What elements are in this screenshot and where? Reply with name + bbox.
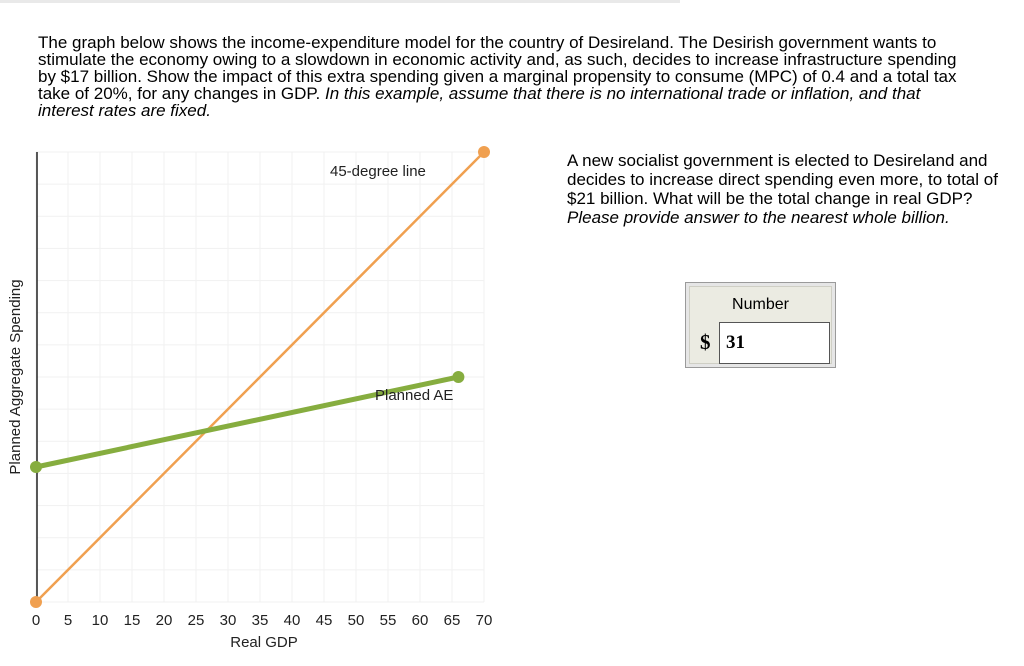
currency-symbol: $ (700, 330, 711, 354)
x-tick-label: 5 (63, 612, 73, 629)
answer-label: Number (732, 296, 789, 313)
series-label-45-degree: 45-degree line (330, 163, 426, 180)
x-tick-label: 60 (411, 612, 429, 629)
answer-number-input[interactable] (719, 322, 830, 364)
problem-assumption: In this example, assume that there is no international trade or inflation, and that interest rates are fixed. (38, 84, 921, 120)
answer-panel-inner (689, 286, 832, 364)
x-tick-label: 70 (475, 612, 493, 629)
x-tick-label: 45 (315, 612, 333, 629)
planned-ae-endpoint-0[interactable] (30, 461, 42, 473)
planned-ae-endpoint-1[interactable] (452, 371, 464, 383)
x-tick-label: 35 (251, 612, 269, 629)
x-tick-label: 15 (123, 612, 141, 629)
x-tick-label: 55 (379, 612, 397, 629)
x-tick-label: 40 (283, 612, 301, 629)
forty-five-degree-endpoint-0[interactable] (30, 596, 42, 608)
problem-text: The graph below shows the income-expenditure model for the country of Desireland. The Desirish government wants to stimulate the economy owing to a slowdown in economic activity and, as such, decides to increase infrastructure spending by $17 billion. Show the impact of this extra spending given a marginal propensity to consume (MPC) of 0.4 and a total tax take of 20%, for any changes in GDP. (38, 33, 957, 103)
x-tick-label: 10 (91, 612, 109, 629)
x-axis-title: Real GDP (230, 634, 298, 651)
x-tick-label: 50 (347, 612, 365, 629)
question-instruction: Please provide answer to the nearest whole billion. (567, 208, 950, 227)
x-tick-label: 20 (155, 612, 173, 629)
x-tick-labels (32, 612, 493, 629)
question-prompt (567, 151, 1022, 227)
x-tick-label: 65 (443, 612, 461, 629)
x-tick-label: 25 (187, 612, 205, 629)
x-tick-label: 0 (31, 612, 41, 629)
x-tick-label: 30 (219, 612, 237, 629)
answer-panel (685, 282, 836, 368)
question-text: A new socialist government is elected to Desireland and decides to increase direct spending even more, to total of $21 billion. What will be the total change in real GDP? (567, 151, 998, 208)
forty-five-degree-endpoint-1[interactable] (478, 146, 490, 158)
y-axis-title: Planned Aggregate Spending (7, 279, 24, 475)
series-label-planned-ae: Planned AE (375, 387, 454, 404)
